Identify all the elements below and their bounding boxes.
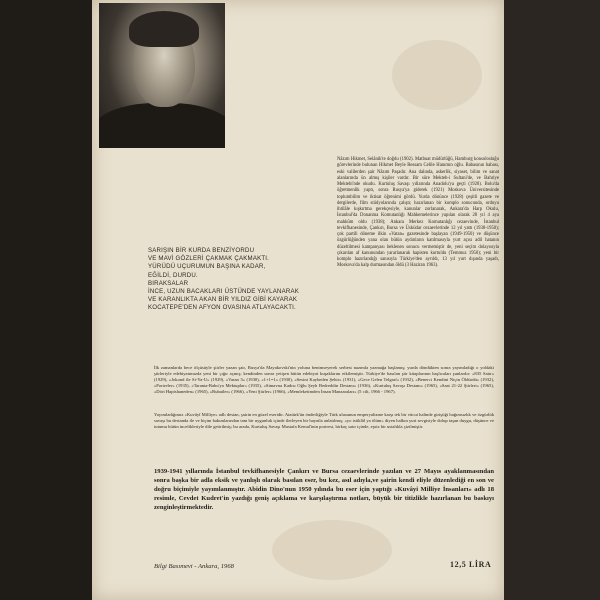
poem-excerpt xyxy=(148,247,338,313)
poem-line: İNCE, UZUN BACAKLARI ÜSTÜNDE YAYLANARAK xyxy=(148,288,300,296)
author-biography: Nâzım Hikmet, Selânik'te doğdu (1902). Matbuat müdürlüğü, Hamburg konsolosluğu görevlerinde bulunan Hikmet Beyle Ressam Celile Hanımın oğlu. Babasının babası, eski valilerden şair Nâzım Paşadır. Ana dalında, askerlik, siyaset, bilim ve sanat alanlarında ün almış kişiler vardır. Bir süre Mekteb-i Sultani'de, ve Bahriye Mektebi'nde okudu. Kurtuluş Savaşı yıllarında Anadolu'ya geçti (1920). Bolu'da öğretmenlik yaptı, sonra Rusya'ya giderek (1921) Moskova Üniversitesinde toplumbilim ve iktisat öğrenimi gördü. Yurda dönünce (1928) çeşitli gazete ve dergilerde, film stüdyolarında çalıştı; hazırlanan bir komplo sonucunda, orduyu ihtilâle kışkırtma gerekçesiyle, kanunlar zorlanarak, Ankara'da Harp Okulu, İstanbul'da Donanma Komutanlığı Mahkemelerince yapılan olarak 28 yıl 4 aya mahkûm oldu (1938); Ankara Merkez Komutanlığı cezaevinde, İstanbul tevkifhanesinde, Çankırı, Bursa ve Üsküdar cezaevlerinde 12 yıl yattı (1938-1950); çok partili döneme ilkin «Vatan» gazetesinde başlayan (1949-1950) ve düşünce özgürlüğünden yana olan bütün aydınların katılmasıyla yurt açısı adil hatanın düzeltilmesi kampanyası beklenen sonucu vermemiştir de, yeni seçim dolayısıyla çıkarılan af kanunundan yararlanarak hapisten kurtuldu (Temmuz 1950); yeni bir komplo hazırlandığı sanısıyla Türkiye'den ayrıldı, 13 yıl yurt dışında yaşadı, Moskova'da kalp durmasından öldü (3 Haziran 1963). xyxy=(337,157,499,269)
background-left xyxy=(0,0,92,600)
book-back-cover xyxy=(92,0,504,600)
edition-note-paragraph: 1939-1941 yıllarında İstanbul tevkifhanesiyle Çankırı ve Bursa cezaevlerinde yazılan ve 27 Mayıs ayaklanmasından sonra başka bir adla eksik ve yanlışlı olarak basılan eser, bu kez, asıl adıyla,ve şairin kendi eliyle düzenlediği en son ve doğru biçimiyle yayımlanmıştır. Abidin Dino'nun 1950 yılında bu eser için yaptığı «Kuvâyi Milliye İnsanları» adlı 18 resimle, Cevdet Kudret'in yazdığı geniş açıklama ve karşılaştırma notları, büyük bir titizlikle hazırlanan bu baskıyı zenginleştirmektedir. xyxy=(154,468,494,511)
author-portrait-photo xyxy=(99,3,225,148)
poem-line: KOCATEPE'DEN AFYON OVASINA ATLAYACAKTI. xyxy=(148,304,296,312)
background-right xyxy=(504,0,600,600)
poem-line: YÜRÜDÜ UÇURUMUN BAŞINA KADAR, xyxy=(148,263,266,271)
paper-stain xyxy=(272,520,392,580)
portrait-shoulders xyxy=(99,103,225,148)
poem-line: SARIŞIN BİR KURDA BENZİYORDU xyxy=(148,247,255,254)
poem-line: BIRAKSALAR xyxy=(148,279,189,287)
poem-line: EĞİLDİ, DURDU. xyxy=(148,271,198,279)
works-paragraph: İlk zamanlarda hece ölçüsüyle şiirler yazan şair, Rusya'da Mayakovski'nin yoluna benimseyerek serbest nazımla yazmağa başlamış; yurda döndükten sonra yayımladığı o yoldaki şiirleriyle edebiyatımızda yeni bir çığır açmış; kendinden sonra yetişen bütün edebiyat kuşaklarını etkilemiştir. Türkiye'de basılan şiir kitaplarının başlıcaları şunlardır: «835 Satır» (1929), «Jokond ile Si-Ya-U» (1929), «Varan 3» (1930), «1+1=1» (1930), «Sesini Kaybeden Şehir» (1931), «Gece Gelen Telgraf» (1932), «Benerci Kendini Niçin Öldürdü» (1932), «Portreler» (1935), «Taranta-Babu'ya Mektuplar» (1935), «Simavna Kadısı Oğlu Şeyh Bedreddin Destanı» (1936), «Kurtuluş Savaşı Destanı» (1965), «Saat 21-22 Şiirleri» (1965), «Dört Hapishaneden» (1965), «Rubailer» (1966), «Yeni Şiirler» (1966), «Memleketimden İnsan Manzaraları» (5 cilt, 1966 - 1967). xyxy=(154,365,494,395)
publisher-imprint: Bilgi Basımevi - Ankara, 1968 xyxy=(154,563,234,570)
portrait-hair xyxy=(129,11,199,47)
epic-description-paragraph: Yayımladığımız «Kuvâyî Milliye» adlı destan, şairin en güzel eseridir. Atatürk'ün önderliğiyle Türk ulusunun emperyalizme karşı tek bir vücut halinde giriştiği bağımsızlık ve özgürlük savaşı bu destanda ile ve biçim bakımlarından tam bir uygunluk içinde ilerleyen bir hayatla anlatılmış; «yo istiklâl ya ölüm» diyen halkın yurt sevgisiyle dolup taşan duygu, düşünce ve tutumu bütün incelikleriyle dile getirilmiş; bu arada, Kurtuluş Savaşı Mustafa Kemal'inin portresi, birkaç satır içinde, eşsiz bir ustalıkla çizilmiştir. xyxy=(154,412,494,430)
price-label: 12,5 LİRA xyxy=(450,560,492,569)
poem-line: VE KARANLIKTA AKAN BİR YILDIZ GİBİ KAYARAK xyxy=(148,296,298,304)
paper-stain xyxy=(392,40,482,110)
poem-line: VE MAVİ GÖZLERİ ÇAKMAK ÇAKMAKTI. xyxy=(148,255,270,263)
